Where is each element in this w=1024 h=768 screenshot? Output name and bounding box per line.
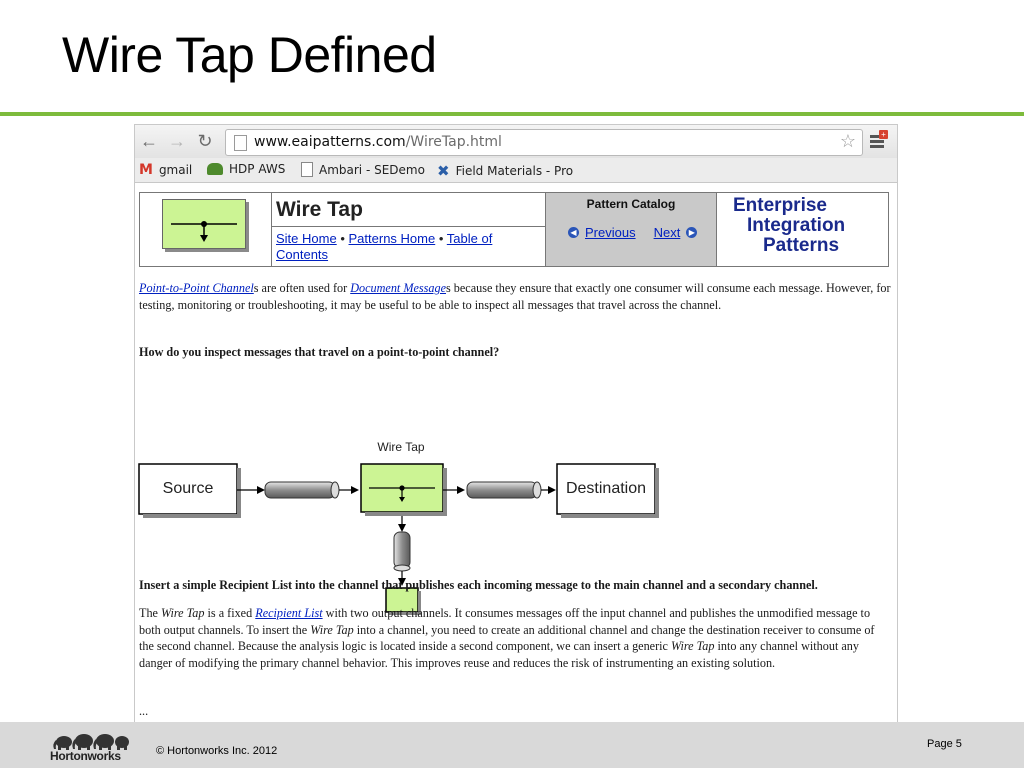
slide-footer [0, 722, 1024, 768]
document-message-link[interactable]: Document Message [350, 281, 446, 295]
link-separator: • [438, 231, 444, 246]
eip-logo [717, 196, 888, 256]
pattern-header [139, 192, 889, 267]
eip-line-1: Enterprise [733, 195, 827, 216]
point-to-point-link[interactable]: Point-to-Point Channel [139, 281, 254, 295]
page-links [276, 231, 545, 263]
gmail-icon: M [139, 162, 153, 178]
page-icon [234, 135, 247, 151]
destination-label: Destination [565, 480, 647, 497]
x-logo-icon: ✖ [437, 162, 450, 180]
elephant-icon [207, 163, 223, 175]
next-link[interactable]: Next [653, 225, 681, 240]
bookmark-label: HDP AWS [229, 162, 286, 176]
site-home-link[interactable]: Site Home [276, 231, 337, 246]
bookmark-ambari[interactable] [301, 162, 425, 177]
solution-statement: Insert a simple Recipient List into the channel that publishes each incoming message to the main channel and a secondary channel. [139, 578, 818, 592]
intro-text-2: s because they ensure that exactly one consumer will consume each message. However, for testing, monitoring or troubleshooting, it may be useful to be able to inspect all messages that travel across the channel. [139, 281, 891, 312]
star-icon[interactable]: ☆ [839, 131, 856, 151]
ellipsis: ... [139, 704, 149, 718]
url-path: /WireTap.html [405, 134, 502, 150]
link-separator: • [340, 231, 345, 246]
hortonworks-logo-icon [50, 732, 132, 750]
title-divider [0, 112, 1024, 116]
document-icon [301, 162, 313, 177]
toc-link[interactable]: Table of Contents [276, 231, 493, 262]
reload-icon[interactable]: ↻ [197, 131, 213, 151]
desc-text: The [139, 606, 161, 620]
url-domain: www.eaipatterns.com [254, 134, 406, 150]
wire-tap-box [361, 464, 447, 516]
bookmark-gmail[interactable] [139, 162, 192, 178]
desc-text: into a channel, you need to create an additional channel and change the destination receiver to consume of the second channel. Because the analysis logic is located inside a second component, we can insert a generic [139, 622, 875, 653]
eip-line-2: Integration [747, 215, 846, 236]
recipient-list-link[interactable]: Recipient List [255, 606, 323, 620]
desc-italic: Wire Tap [161, 606, 205, 620]
intro-paragraph [139, 280, 891, 313]
previous-icon[interactable]: ◀ [568, 227, 579, 238]
url-text [254, 134, 502, 150]
bookmarks-bar [135, 158, 897, 183]
slide-title: Wire Tap Defined [62, 27, 437, 83]
catalog-nav [568, 225, 697, 240]
back-icon[interactable]: ← [140, 131, 158, 151]
previous-link[interactable]: Previous [585, 225, 636, 240]
catalog-title: Pattern Catalog [586, 197, 676, 211]
patterns-home-link[interactable]: Patterns Home [348, 231, 436, 246]
pattern-title-cell [272, 193, 546, 266]
page-number: Page 5 [927, 738, 962, 750]
browser-screenshot [134, 124, 898, 724]
bookmark-label: Ambari - SEDemo [319, 162, 425, 177]
intro-text-1: s are often used for [253, 281, 351, 295]
pattern-icon-cell [140, 193, 272, 266]
desc-text: with two output channels. It consumes messages off the input channel and publishes the unmodified message to both output channels. To insert the [139, 606, 871, 637]
desc-text: is a fixed [204, 606, 256, 620]
bookmark-label: Field Materials - Pro [455, 164, 574, 178]
desc-text: into any channel without any danger of modifying the primary channel behavior. This improves reuse and reduces the risk of instrumenting an existing solution. [139, 639, 859, 670]
forward-icon[interactable]: → [168, 131, 186, 151]
eip-logo-cell [717, 193, 889, 266]
bookmark-label: gmail [158, 163, 193, 177]
wire-tap-icon [162, 199, 246, 249]
problem-statement: How do you inspect messages that travel on a point-to-point channel? [139, 345, 500, 359]
next-icon[interactable]: ▶ [686, 227, 697, 238]
catalog-cell [546, 193, 717, 266]
pattern-title: Wire Tap [272, 193, 545, 227]
wire-tap-label: Wire Tap [377, 440, 425, 454]
wire-tap-diagram [135, 428, 895, 628]
bookmark-field-materials[interactable] [437, 162, 573, 180]
copyright: © Hortonworks Inc. 2012 [156, 745, 278, 757]
desc-italic: Wire Tap [671, 639, 715, 653]
source-label: Source [162, 480, 214, 497]
menu-icon[interactable]: + [870, 131, 888, 149]
footer-brand: Hortonworks [50, 749, 121, 763]
address-bar[interactable] [225, 129, 863, 156]
desc-italic: Wire Tap [310, 622, 354, 637]
bookmark-hdp-aws[interactable] [207, 162, 285, 176]
browser-toolbar [135, 125, 897, 158]
eip-line-3: Patterns [763, 235, 840, 256]
description-paragraph [139, 605, 891, 671]
